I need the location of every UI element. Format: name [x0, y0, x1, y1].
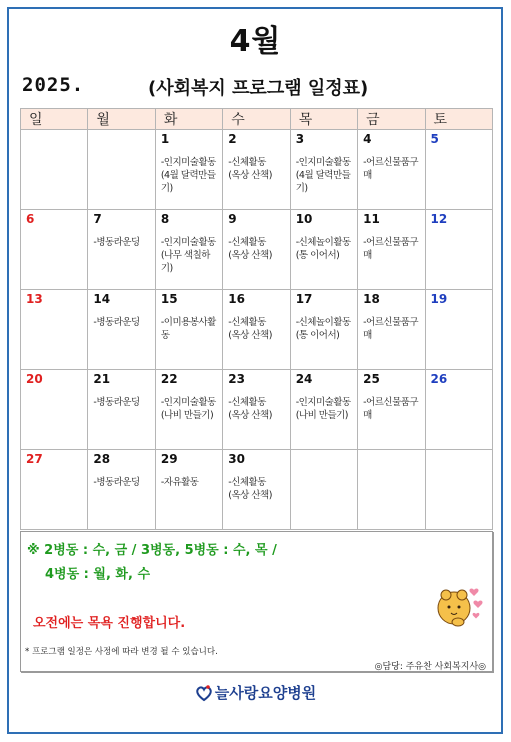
day-activity: -인지미술활동 (나비 만들기): [160, 397, 216, 421]
calendar-day-cell: [88, 130, 155, 210]
day-activity: -신체활동 (옥상 산책): [228, 397, 272, 421]
schedule-change-disclaimer: * 프로그램 일정은 사정에 따라 변경 될 수 있습니다.: [25, 647, 218, 657]
day-number: 14: [93, 292, 111, 306]
day-number: 2: [228, 132, 237, 146]
weekday-mon: 월: [88, 109, 155, 130]
day-number: 12: [430, 212, 448, 226]
day-number: 11: [363, 212, 380, 226]
day-number: 4: [363, 132, 372, 146]
day-activity: -자유활동: [160, 477, 199, 488]
day-activity: -신체활동 (옥상 산책): [228, 477, 272, 501]
calendar-day-cell: [425, 450, 492, 530]
calendar-day-cell: [290, 130, 357, 210]
character-sticker-icon: [430, 578, 486, 634]
calendar-day-cell: [155, 290, 222, 370]
day-activity: -인지미술활동 (나비 만들기): [295, 397, 351, 421]
hospital-logo: [0, 682, 511, 703]
day-activity: -병동라운딩: [93, 317, 140, 328]
day-number: 30: [228, 452, 245, 466]
calendar-day-cell: [290, 210, 357, 290]
day-activity: -병동라운딩: [93, 397, 140, 408]
calendar-day-cell: [223, 130, 290, 210]
weekday-thu: 목: [290, 109, 357, 130]
day-number: 10: [295, 212, 313, 226]
calendar-day-cell: [21, 450, 88, 530]
calendar-day-cell: [223, 290, 290, 370]
calendar-table: [20, 108, 493, 530]
day-number: [296, 452, 353, 468]
day-activity: -인지미술활동 (4월 달력만들기): [160, 157, 216, 194]
calendar-day-cell: [358, 130, 425, 210]
calendar-week-row: [21, 370, 493, 450]
calendar-week-row: [21, 130, 493, 210]
day-activity: -신체활동 (옥상 산책): [228, 317, 272, 341]
hospital-name: 늘사랑요양병원: [214, 684, 317, 702]
day-number: 26: [430, 372, 448, 386]
ward-schedule-line-2: 4병동 : 월, 화, 수: [45, 567, 151, 582]
calendar-day-cell: [88, 450, 155, 530]
day-activity: -어르신물품구매: [363, 317, 419, 341]
calendar-day-cell: [88, 210, 155, 290]
day-number: [363, 452, 420, 468]
calendar-day-cell: [223, 210, 290, 290]
calendar-day-cell: [358, 210, 425, 290]
day-activity: -어르신물품구매: [363, 237, 419, 261]
day-number: 19: [430, 292, 448, 306]
calendar-day-cell: [358, 290, 425, 370]
day-number: [431, 452, 488, 468]
day-number: 28: [93, 452, 111, 466]
day-number: 13: [26, 292, 43, 306]
weekday-sat: 토: [425, 109, 492, 130]
calendar-day-cell: [88, 370, 155, 450]
heart-person-icon: [195, 684, 213, 702]
day-number: 23: [228, 372, 245, 386]
day-activity: -어르신물품구매: [363, 157, 419, 181]
day-activity: -인지미술활동 (4월 달력만들기): [295, 157, 351, 194]
day-number: 17: [295, 292, 313, 306]
day-number: 8: [160, 212, 170, 226]
calendar-day-cell: [425, 210, 492, 290]
weekday-sun: 일: [21, 109, 88, 130]
calendar-week-row: [21, 450, 493, 530]
day-number: [93, 132, 150, 148]
manager-credit: ◎담당: 주유찬 사회복지사◎: [374, 662, 486, 672]
calendar-day-cell: [358, 450, 425, 530]
year-label: 2025.: [22, 74, 85, 96]
day-number: 27: [26, 452, 43, 466]
calendar-day-cell: [290, 370, 357, 450]
day-number: 21: [93, 372, 111, 386]
calendar-day-cell: [21, 210, 88, 290]
calendar-day-cell: [21, 130, 88, 210]
calendar-day-cell: [88, 290, 155, 370]
month-title: 4월: [229, 24, 282, 59]
calendar-day-cell: [425, 290, 492, 370]
day-activity: -어르신물품구매: [363, 397, 419, 421]
weekday-wed: 수: [223, 109, 290, 130]
notes-box: [20, 531, 493, 672]
calendar-week-row: [21, 210, 493, 290]
day-activity: -신체놀이활동 (통 이어서): [295, 317, 351, 341]
day-number: 7: [93, 212, 102, 226]
calendar-week-row: [21, 290, 493, 370]
day-activity: -신체활동 (옥상 산책): [228, 237, 272, 261]
calendar-day-cell: [21, 370, 88, 450]
day-number: 22: [160, 372, 178, 386]
day-number: 6: [26, 212, 35, 226]
calendar-day-cell: [155, 210, 222, 290]
weekday-fri: 금: [358, 109, 425, 130]
calendar-day-cell: [290, 290, 357, 370]
day-activity: -병동라운딩: [93, 237, 140, 248]
bath-notice: 오전에는 목욕 진행합니다.: [33, 616, 186, 631]
calendar-day-cell: [223, 450, 290, 530]
calendar-day-cell: [155, 450, 222, 530]
day-number: [26, 132, 83, 148]
calendar-day-cell: [21, 290, 88, 370]
calendar-body: [21, 130, 493, 530]
weekday-header-row: [21, 109, 493, 130]
calendar-day-cell: [155, 130, 222, 210]
day-activity: -신체놀이활동 (통 이어서): [295, 237, 351, 261]
calendar-day-cell: [155, 370, 222, 450]
calendar-day-cell: [425, 370, 492, 450]
weekday-tue: 화: [155, 109, 222, 130]
day-number: 16: [228, 292, 245, 306]
day-activity: -병동라운딩: [93, 477, 140, 488]
day-number: 5: [430, 132, 439, 146]
calendar-day-cell: [358, 370, 425, 450]
day-activity: -신체활동 (옥상 산책): [228, 157, 272, 181]
day-number: 29: [160, 452, 178, 466]
day-number: 18: [363, 292, 380, 306]
schedule-subtitle: (사회복지 프로그램 일정표): [148, 78, 369, 99]
day-number: 24: [295, 372, 313, 386]
day-number: 9: [228, 212, 237, 226]
day-number: 20: [26, 372, 43, 386]
calendar-day-cell: [223, 370, 290, 450]
calendar-day-cell: [290, 450, 357, 530]
calendar-day-cell: [425, 130, 492, 210]
day-number: 25: [363, 372, 380, 386]
day-number: 3: [295, 132, 305, 146]
day-number: 1: [160, 132, 170, 146]
day-activity: -인지미술활동 (나무 색칠하기): [160, 237, 216, 274]
day-number: 15: [160, 292, 178, 306]
ward-schedule-line-1: ※ 2병동 : 수, 금 / 3병동, 5병동 : 수, 목 /: [27, 543, 277, 558]
day-activity: -이미용봉사활동: [160, 317, 216, 341]
